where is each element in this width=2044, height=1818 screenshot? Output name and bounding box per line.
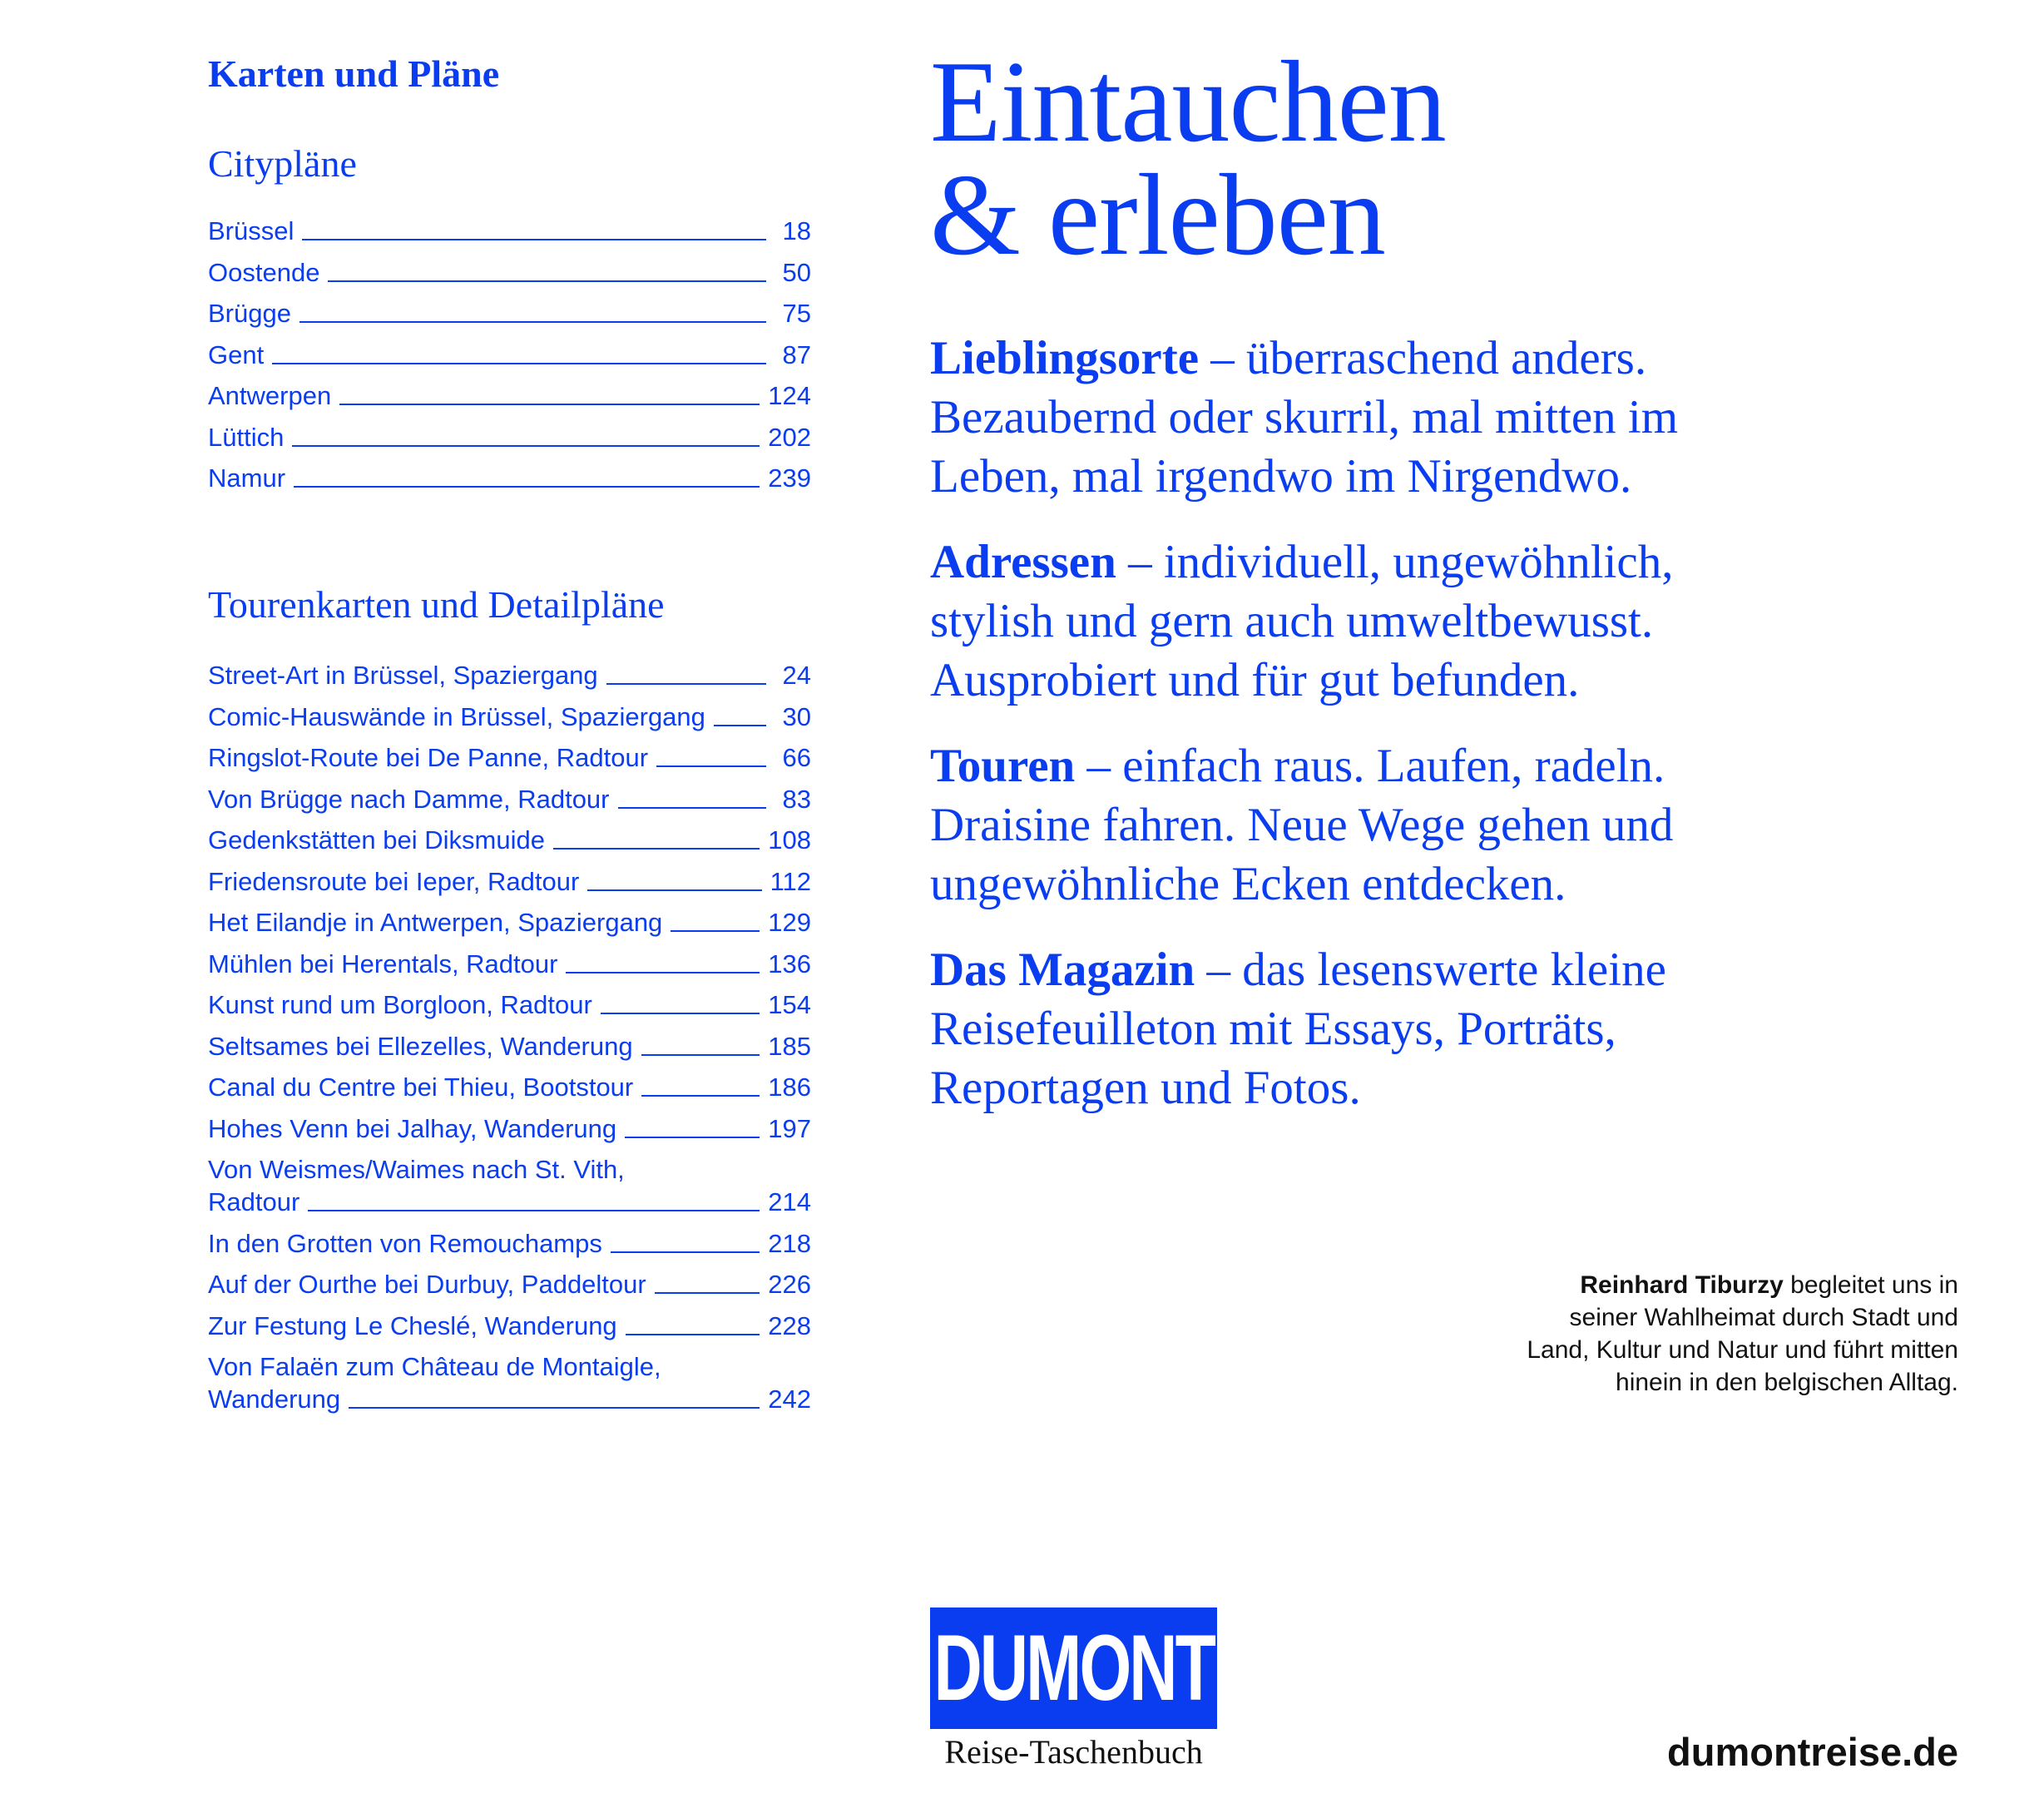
toc-entry-page: 242 xyxy=(768,1385,811,1414)
toc-entry xyxy=(208,1071,811,1103)
toc-entry-label: Oostende xyxy=(208,257,320,287)
toc-entry-label: Antwerpen xyxy=(208,381,332,410)
author-name: Reinhard Tiburzy xyxy=(1580,1271,1784,1299)
toc-entry-page: 124 xyxy=(768,381,811,410)
leader-line xyxy=(566,972,760,973)
feature-text: – das lesenswerte kleine Reisefeuilleton mit Essays, Porträts, Reportagen und Fotos. xyxy=(930,944,1666,1114)
leader-line xyxy=(349,1407,760,1409)
feature-magazin xyxy=(930,940,1762,1117)
toc-entry-page: 112 xyxy=(770,866,811,896)
leader-line xyxy=(625,1137,760,1138)
city-maps-list xyxy=(208,215,811,503)
toc-entry-page: 154 xyxy=(768,990,811,1019)
toc-entry-page: 75 xyxy=(782,299,811,328)
toc-entry-label: In den Grotten von Remouchamps xyxy=(208,1228,602,1258)
toc-entry-page: 66 xyxy=(782,743,811,772)
toc-entry xyxy=(208,339,811,371)
toc-entry-page: 197 xyxy=(768,1113,811,1143)
feature-term: Das Magazin xyxy=(930,944,1195,996)
toc-entry-label: Zur Festung Le Cheslé, Wanderung xyxy=(208,1310,617,1340)
tour-maps-title: Tourenkarten und Detailpläne xyxy=(208,583,665,626)
headline-line-2: & erleben xyxy=(930,151,1385,280)
toc-entry-label: Ringslot-Route bei De Panne, Radtour xyxy=(208,743,649,772)
headline-line-1: Eintauchen xyxy=(930,37,1446,166)
toc-entry xyxy=(208,906,811,939)
dumont-logo xyxy=(930,1607,1217,1729)
leader-line xyxy=(626,1334,760,1335)
toc-entry xyxy=(208,1153,811,1218)
toc-entry-label: Mühlen bei Herentals, Radtour xyxy=(208,949,558,978)
toc-entry xyxy=(208,701,811,733)
toc-entry xyxy=(208,1310,811,1342)
website-url: dumontreise.de xyxy=(1667,1730,1958,1774)
toc-entry xyxy=(208,421,811,453)
toc-entry-page: 18 xyxy=(782,216,811,245)
toc-entry-label: Hohes Venn bei Jalhay, Wanderung xyxy=(208,1113,617,1143)
toc-entry-label: Wanderung xyxy=(208,1385,341,1414)
headline xyxy=(930,37,1446,280)
toc-entry-label: Gent xyxy=(208,339,265,369)
toc-entry-label: Kunst rund um Borgloon, Radtour xyxy=(208,990,592,1019)
leader-line xyxy=(618,807,767,809)
leader-line xyxy=(641,1095,760,1097)
feature-touren xyxy=(930,736,1762,914)
toc-entry xyxy=(208,215,811,247)
toc-entry-page: 24 xyxy=(782,661,811,690)
leader-line xyxy=(553,848,760,850)
toc-entry-page: 202 xyxy=(768,422,811,452)
toc-entry xyxy=(208,256,811,289)
toc-entry xyxy=(208,462,811,494)
leader-line xyxy=(299,321,766,323)
toc-entry xyxy=(208,865,811,898)
toc-entry xyxy=(208,1268,811,1300)
toc-entry xyxy=(208,1030,811,1063)
leader-line xyxy=(587,889,761,891)
toc-entry xyxy=(208,1112,811,1145)
toc-entry-page: 228 xyxy=(768,1310,811,1340)
toc-entry-label-line1: Von Weismes/Waimes nach St. Vith, xyxy=(208,1155,625,1184)
toc-entry xyxy=(208,824,811,856)
toc-entry-label-line1: Von Falaën zum Château de Montaigle, xyxy=(208,1352,661,1381)
toc-entry xyxy=(208,1350,811,1415)
toc-entry-page: 30 xyxy=(782,701,811,731)
leader-line xyxy=(611,1251,760,1253)
toc-entry-label: Street-Art in Brüssel, Spaziergang xyxy=(208,661,598,690)
toc-entry-page: 108 xyxy=(768,825,811,855)
toc-entry-label: Brügge xyxy=(208,299,291,328)
toc-entry xyxy=(208,948,811,980)
toc-entry-page: 226 xyxy=(768,1270,811,1299)
toc-entry-page: 239 xyxy=(768,463,811,493)
toc-entry xyxy=(208,988,811,1021)
toc-entry xyxy=(208,659,811,691)
leader-line xyxy=(328,280,766,282)
toc-entry-page: 214 xyxy=(768,1187,811,1216)
toc-entry xyxy=(208,741,811,774)
leader-line xyxy=(606,683,766,685)
city-maps-title: Citypläne xyxy=(208,142,357,185)
toc-entry-label: Gedenkstätten bei Diksmuide xyxy=(208,825,545,855)
toc-entry-label: Namur xyxy=(208,463,286,493)
toc-entry-page: 87 xyxy=(782,339,811,369)
toc-entry-label: Von Brügge nach Damme, Radtour xyxy=(208,784,610,814)
feature-term: Touren xyxy=(930,740,1076,792)
toc-entry xyxy=(208,297,811,329)
toc-entry-label: Comic-Hauswände in Brüssel, Spaziergang xyxy=(208,701,705,731)
tour-maps-list xyxy=(208,659,811,1424)
toc-entry-label: Brüssel xyxy=(208,216,294,245)
toc-entry xyxy=(208,1227,811,1260)
leader-line xyxy=(272,363,766,364)
toc-entry-page: 218 xyxy=(768,1228,811,1258)
leader-line xyxy=(302,239,766,240)
leader-line xyxy=(714,725,766,726)
toc-entry-label: Friedensroute bei Ieper, Radtour xyxy=(208,866,580,896)
leader-line xyxy=(655,1292,760,1294)
toc-entry-page: 129 xyxy=(768,908,811,937)
feature-term: Lieblingsorte xyxy=(930,332,1199,384)
leader-line xyxy=(601,1013,760,1014)
toc-entry-page: 136 xyxy=(768,949,811,978)
leader-line xyxy=(671,930,760,932)
toc-entry xyxy=(208,379,811,412)
feature-text: – individuell, ungewöhnlich, stylish und gern auch umweltbewusst. Ausprobiert und für gut befunden. xyxy=(930,536,1674,706)
toc-entry-page: 50 xyxy=(782,257,811,287)
feature-text: – einfach raus. Laufen, radeln. Draisine fahren. Neue Wege gehen und ungewöhnliche Ecken entdecken. xyxy=(930,740,1674,910)
toc-entry-page: 185 xyxy=(768,1031,811,1061)
author-text: begleitet uns in seiner Wahlheimat durch Stadt und Land, Kultur und Natur und führt mitten hinein in den belgischen Alltag. xyxy=(1527,1271,1958,1396)
feature-text: – überraschend anders. Bezaubernd oder skurril, mal mitten im Leben, mal irgendwo im Nirgendwo. xyxy=(930,332,1679,503)
toc-entry-label: Auf der Ourthe bei Durbuy, Paddeltour xyxy=(208,1270,646,1299)
toc-entry xyxy=(208,783,811,815)
toc-entry-label: Het Eilandje in Antwerpen, Spaziergang xyxy=(208,908,663,937)
leader-line xyxy=(641,1054,760,1056)
author-blurb xyxy=(1526,1269,1958,1399)
leader-line xyxy=(292,445,760,447)
feature-term: Adressen xyxy=(930,536,1116,588)
toc-entry-label: Canal du Centre bei Thieu, Bootstour xyxy=(208,1072,634,1102)
feature-lieblingsorte xyxy=(930,329,1762,506)
toc-entry-label: Seltsames bei Ellezelles, Wanderung xyxy=(208,1031,633,1061)
feature-adressen xyxy=(930,533,1762,710)
leader-line xyxy=(308,1210,760,1211)
toc-entry-label: Radtour xyxy=(208,1187,300,1216)
logo-subtitle: Reise-Taschenbuch xyxy=(944,1733,1203,1771)
toc-entry-page: 186 xyxy=(768,1072,811,1102)
leader-line xyxy=(339,404,760,405)
toc-entry-page: 83 xyxy=(782,784,811,814)
maps-title: Karten und Pläne xyxy=(208,52,500,95)
logo-wordmark: DUMONT xyxy=(933,1616,1214,1720)
toc-entry-label: Lüttich xyxy=(208,422,285,452)
leader-line xyxy=(656,765,766,767)
leader-line xyxy=(294,486,760,488)
